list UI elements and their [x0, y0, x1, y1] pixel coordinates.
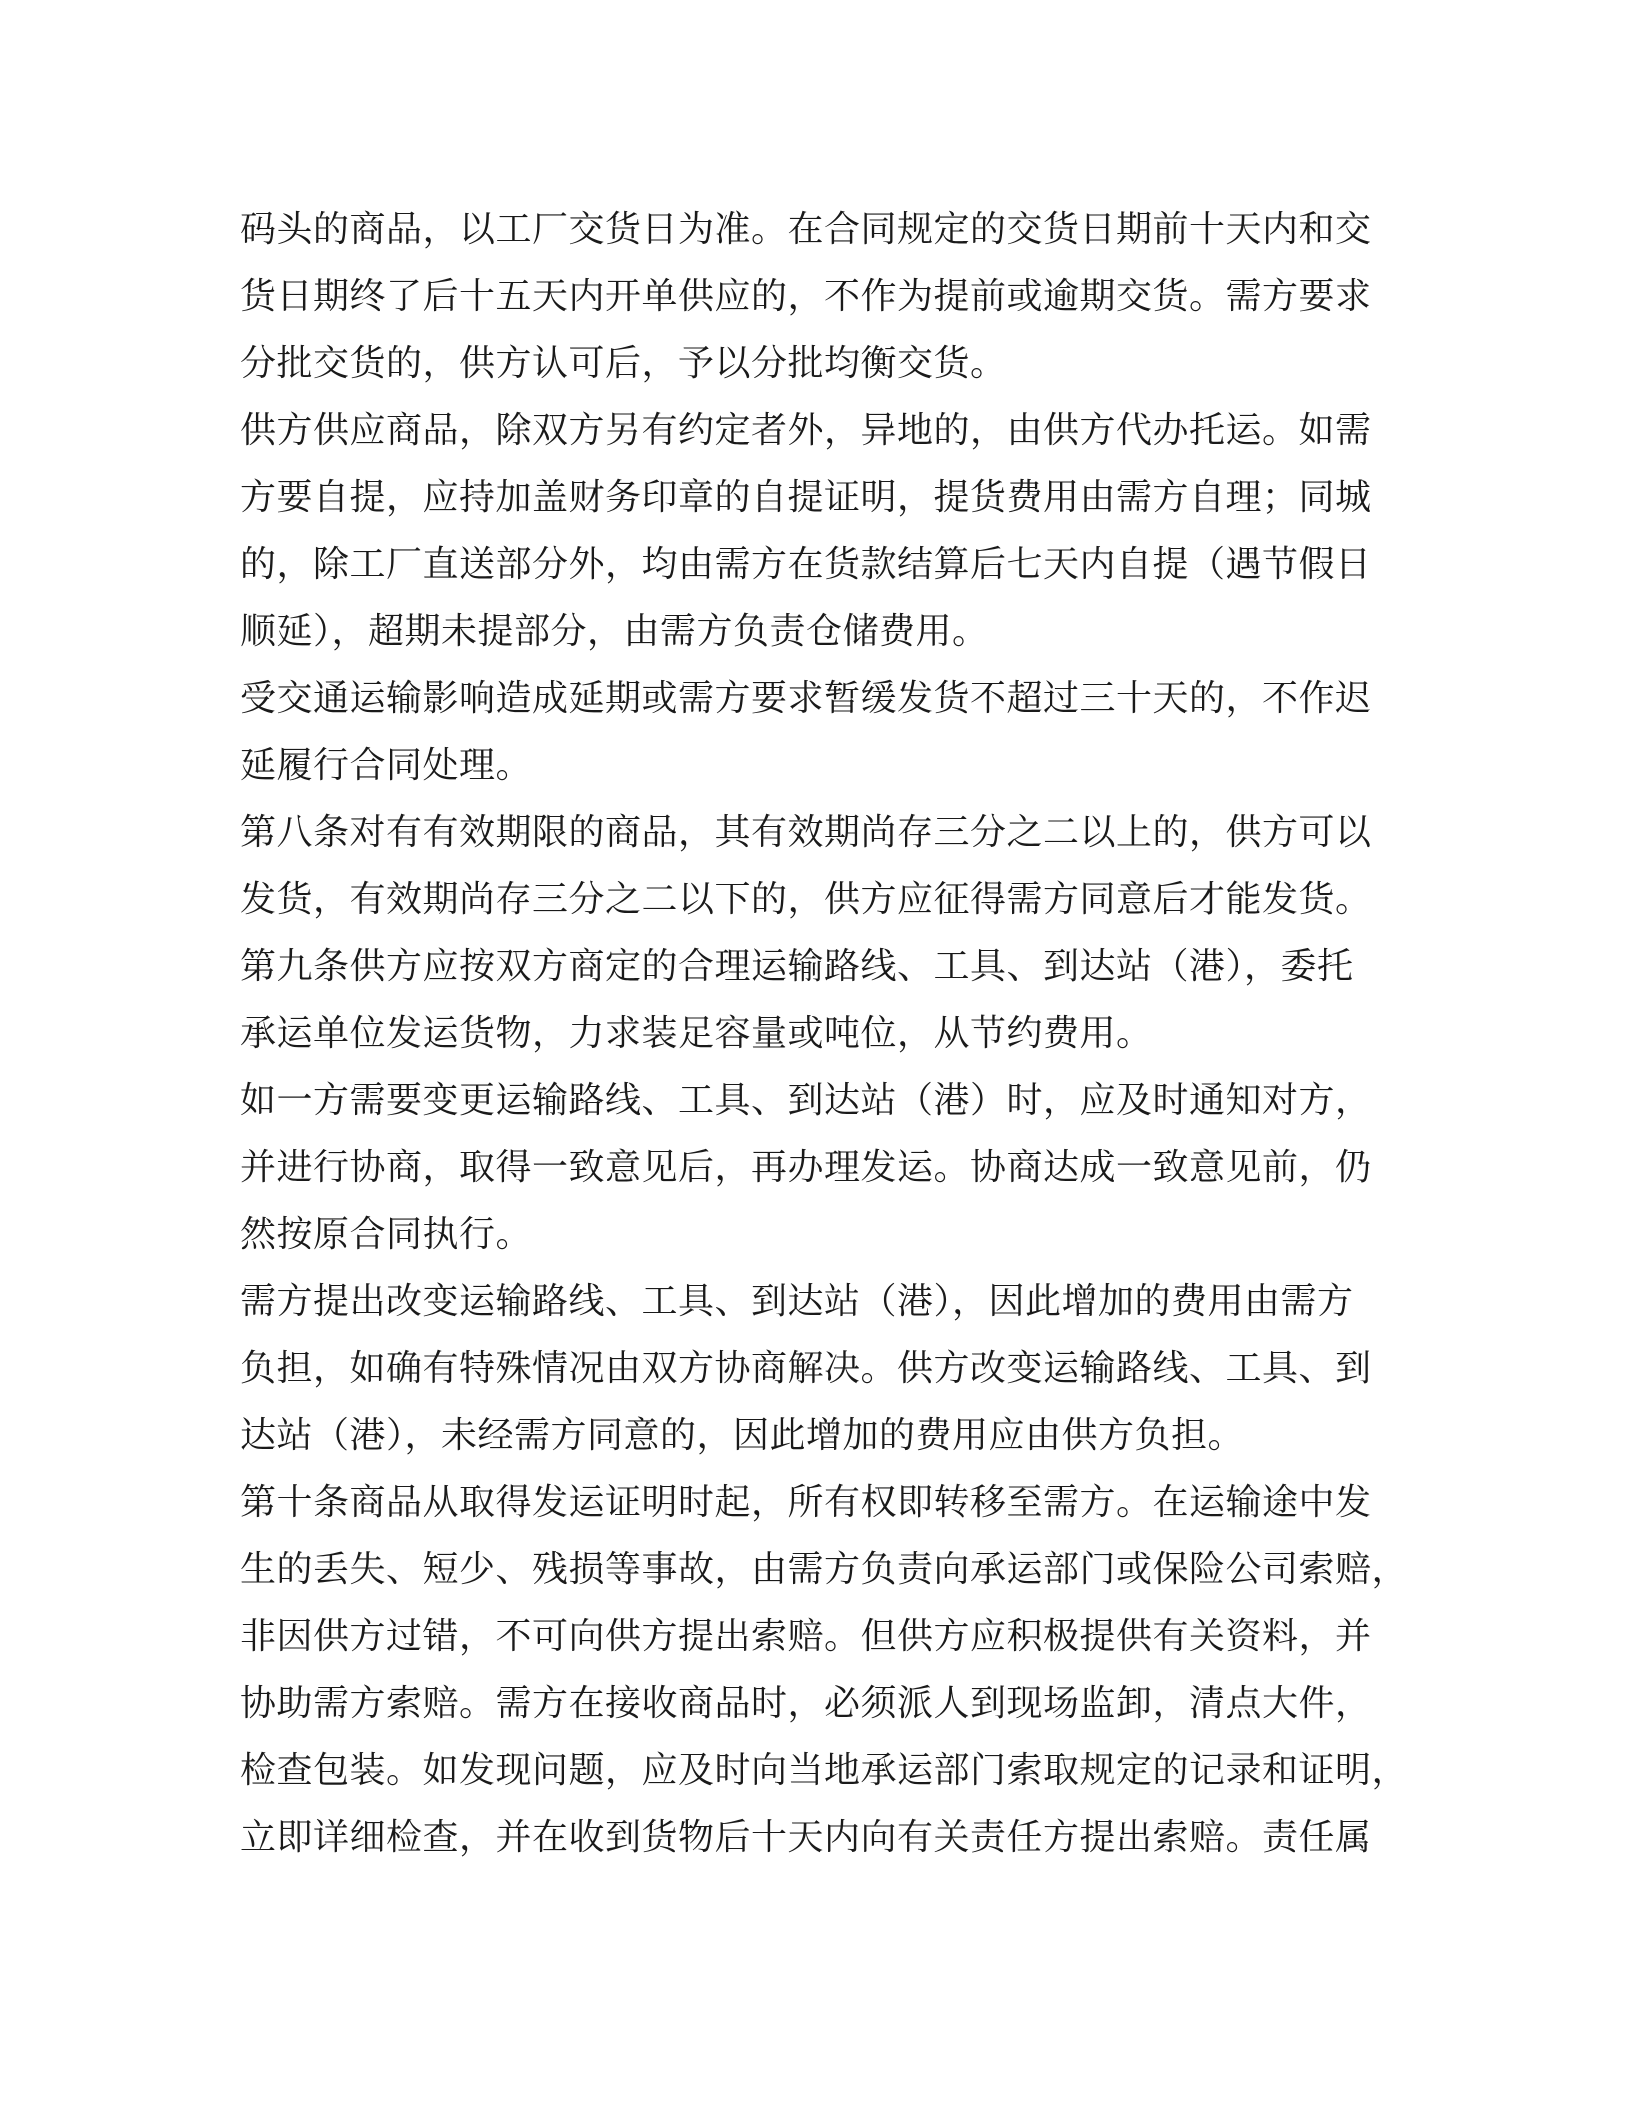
text-line: 受交通运输影响造成延期或需方要求暂缓发货不超过三十天的，不作迟 — [240, 678, 1372, 719]
body-text — [240, 196, 1409, 1871]
text-line: 第八条对有有效期限的商品，其有效期尚存三分之二以上的，供方可以 — [240, 812, 1372, 853]
text-line: 达站（港），未经需方同意的，因此增加的费用应由供方负担。 — [240, 1415, 1245, 1456]
text-line: 如一方需要变更运输路线、工具、到达站（港）时，应及时通知对方， — [240, 1080, 1372, 1121]
text-line: 承运单位发运货物，力求装足容量或吨位，从节约费用。 — [240, 1013, 1153, 1054]
text-line: 然按原合同执行。 — [240, 1214, 533, 1255]
text-line: 第九条供方应按双方商定的合理运输路线、工具、到达站（港），委托 — [240, 946, 1354, 987]
text-line: 非因供方过错，不可向供方提出索赔。但供方应积极提供有关资料，并 — [240, 1616, 1372, 1657]
text-line: 码头的商品，以工厂交货日为准。在合同规定的交货日期前十天内和交 — [240, 209, 1372, 250]
text-line: 需方提出改变运输路线、工具、到达站（港），因此增加的费用由需方 — [240, 1281, 1354, 1322]
text-line: 分批交货的，供方认可后，予以分批均衡交货。 — [240, 343, 1007, 384]
text-line: 发货，有效期尚存三分之二以下的，供方应征得需方同意后才能发货。 — [240, 879, 1372, 920]
text-line: 生的丢失、短少、残损等事故，由需方负责向承运部门或保险公司索赔， — [240, 1549, 1409, 1590]
text-line: 协助需方索赔。需方在接收商品时，必须派人到现场监卸，清点大件， — [240, 1683, 1372, 1724]
text-line: 立即详细检查，并在收到货物后十天内向有关责任方提出索赔。责任属 — [240, 1817, 1372, 1858]
text-line: 延履行合同处理。 — [240, 745, 533, 786]
text-line: 并进行协商，取得一致意见后，再办理发运。协商达成一致意见前，仍 — [240, 1147, 1372, 1188]
text-line: 方要自提，应持加盖财务印章的自提证明，提货费用由需方自理；同城 — [240, 477, 1372, 518]
text-line: 负担，如确有特殊情况由双方协商解决。供方改变运输路线、工具、到 — [240, 1348, 1372, 1389]
text-line: 检查包装。如发现问题，应及时向当地承运部门索取规定的记录和证明， — [240, 1750, 1409, 1791]
text-line: 的，除工厂直送部分外，均由需方在货款结算后七天内自提（遇节假日 — [240, 544, 1372, 585]
text-line: 供方供应商品，除双方另有约定者外，异地的，由供方代办托运。如需 — [240, 410, 1372, 451]
text-line: 第十条商品从取得发运证明时起，所有权即转移至需方。在运输途中发 — [240, 1482, 1372, 1523]
text-line: 货日期终了后十五天内开单供应的，不作为提前或逾期交货。需方要求 — [240, 276, 1372, 317]
text-line: 顺延），超期未提部分，由需方负责仓储费用。 — [240, 611, 989, 652]
